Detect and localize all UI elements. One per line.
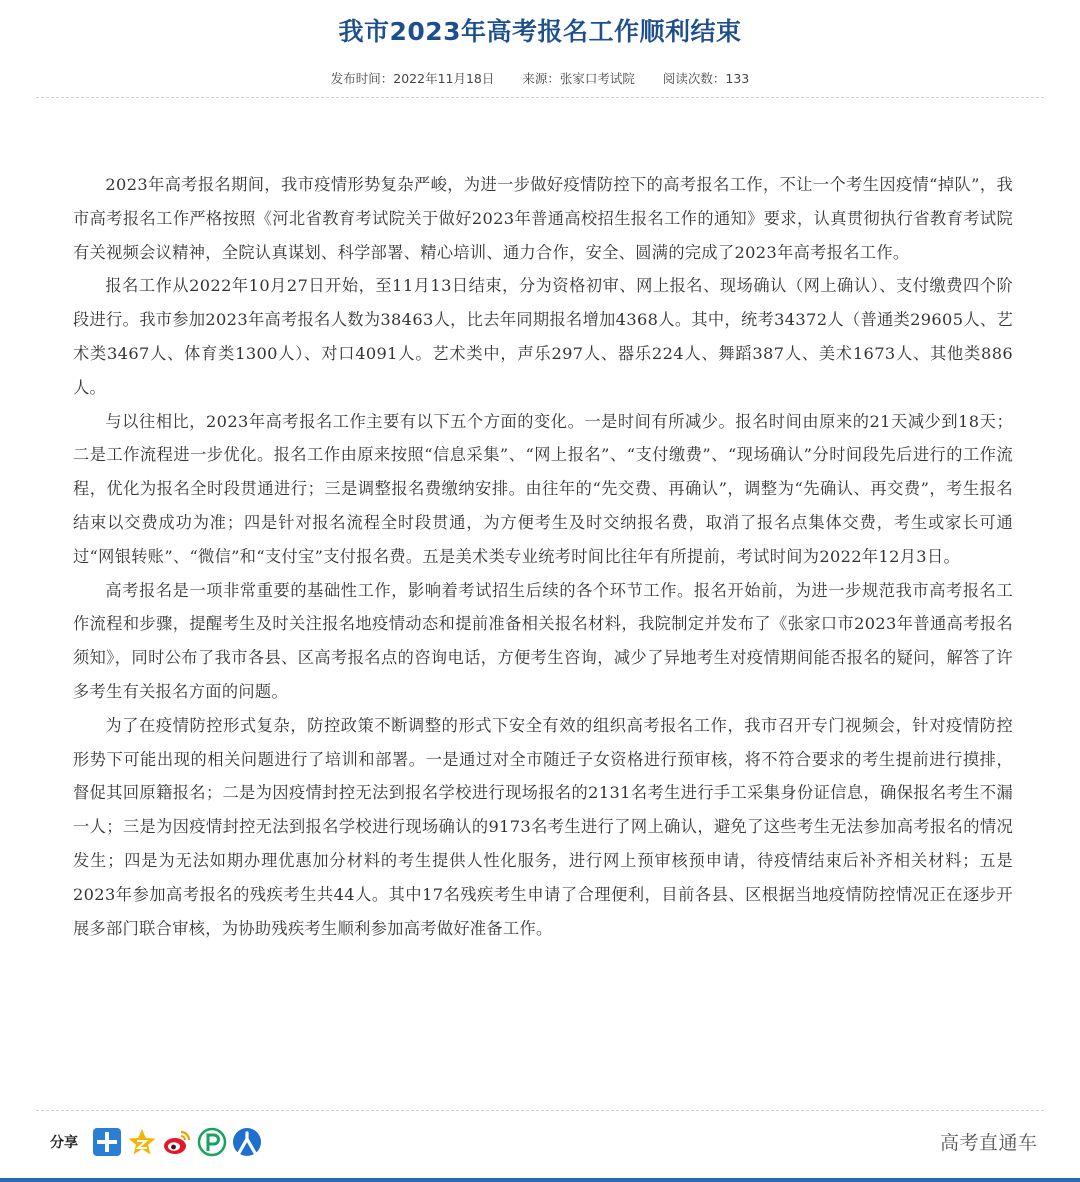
- paragraph: 为了在疫情防控形式复杂，防控政策不断调整的形式下安全有效的组织高考报名工作，我市召开专门视频会，针对疫情防控形势下可能出现的相关问题进行了培训和部署。一是通过对全市随迁子女资格进行预审核，将不符合要求的考生提前进行摸排，督促其回原籍报名；二是为因疫情封控无法到报名学校进行现场报名的2131名考生进行手工采集身份证信息，确保报名考生不漏一人；三是为因疫情封控无法到报名学校进行现场确认的9173名考生进行了网上确认，避免了这些考生无法参加高考报名的情况发生；四是为无法如期办理优惠加分材料的考生提供人性化服务，进行网上预审核预申请，待疫情结束后补齐相关材料；五是2023年参加高考报名的残疾考生共44人。其中17名残疾考生申请了合理便利，目前各县、区根据当地疫情防控情况正在逐步开展多部门联合审核，为协助残疾考生顺利参加高考做好准备工作。: [73, 715, 1013, 938]
- renren-icon[interactable]: [231, 1126, 263, 1158]
- share-label: 分享: [50, 1135, 78, 1151]
- top-divider: [36, 97, 1044, 98]
- watermark: 高考直通车: [940, 1132, 1038, 1154]
- p-share-icon[interactable]: [196, 1126, 228, 1158]
- share-bar: [50, 1126, 263, 1158]
- plus-share-icon[interactable]: [91, 1126, 123, 1158]
- weibo-icon[interactable]: [161, 1126, 193, 1158]
- paragraph: 2023年高考报名期间，我市疫情形势复杂严峻，为进一步做好疫情防控下的高考报名工作，不让一个考生因疫情“掉队”，我市高考报名工作严格按照《河北省教育考试院关于做好2023年普通高校招生报名工作的通知》要求，认真贯彻执行省教育考试院有关视频会议精神，全院认真谋划、科学部署、精心培训、通力合作，安全、圆满的完成了2023年高考报名工作。: [73, 175, 1013, 262]
- paragraph: 与以往相比，2023年高考报名工作主要有以下五个方面的变化。一是时间有所减少。报名时间由原来的21天减少到18天；二是工作流程进一步优化。报名工作由原来按照“信息采集”、“网上报名”、“支付缴费”、“现场确认”分时间段先后进行的工作流程，优化为报名全时段贯通进行；三是调整报名费缴纳安排。由往年的“先交费、再确认”，调整为“先确认、再交费”，考生报名结束以交费成功为准；四是针对报名流程全时段贯通，为方便考生及时交纳报名费，取消了报名点集体交费，考生或家长可通过“网银转账”、“微信”和“支付宝”支付报名费。五是美术类专业统考时间比往年有所提前，考试时间为2022年12月3日。: [73, 411, 1013, 566]
- page-title: 我市2023年高考报名工作顺利结束: [338, 17, 742, 46]
- qzone-star-icon[interactable]: [126, 1126, 158, 1158]
- publish-time: 发布时间：2022年11月18日: [330, 71, 495, 86]
- bottom-bar: [0, 1178, 1080, 1182]
- paragraph: 报名工作从2022年10月27日开始，至11月13日结束，分为资格初审、网上报名、现场确认（网上确认）、支付缴费四个阶段进行。我市参加2023年高考报名人数为38463人，比去年同期报名增加4368人。其中，统考34372人（普通类29605人、艺术类3467人、体育类1300人）、对口4091人。艺术类中，声乐297人、器乐224人、舞蹈387人、美术1673人、其他类886人。: [73, 276, 1013, 397]
- bottom-divider: [36, 1110, 1044, 1111]
- source: 来源：张家口考试院: [522, 71, 635, 86]
- paragraph: 高考报名是一项非常重要的基础性工作，影响着考试招生后续的各个环节工作。报名开始前，为进一步规范我市高考报名工作流程和步骤，提醒考生及时关注报名地疫情动态和提前准备相关报名材料，我院制定并发布了《张家口市2023年普通高考报名须知》，同时公布了我市各县、区高考报名点的咨询电话，方便考生咨询，减少了异地考生对疫情期间能否报名的疑问，解答了许多考生有关报名方面的问题。: [73, 580, 1013, 701]
- view-count: 阅读次数：133: [662, 71, 750, 86]
- article-body: [73, 168, 1013, 945]
- article-meta: [0, 69, 1080, 87]
